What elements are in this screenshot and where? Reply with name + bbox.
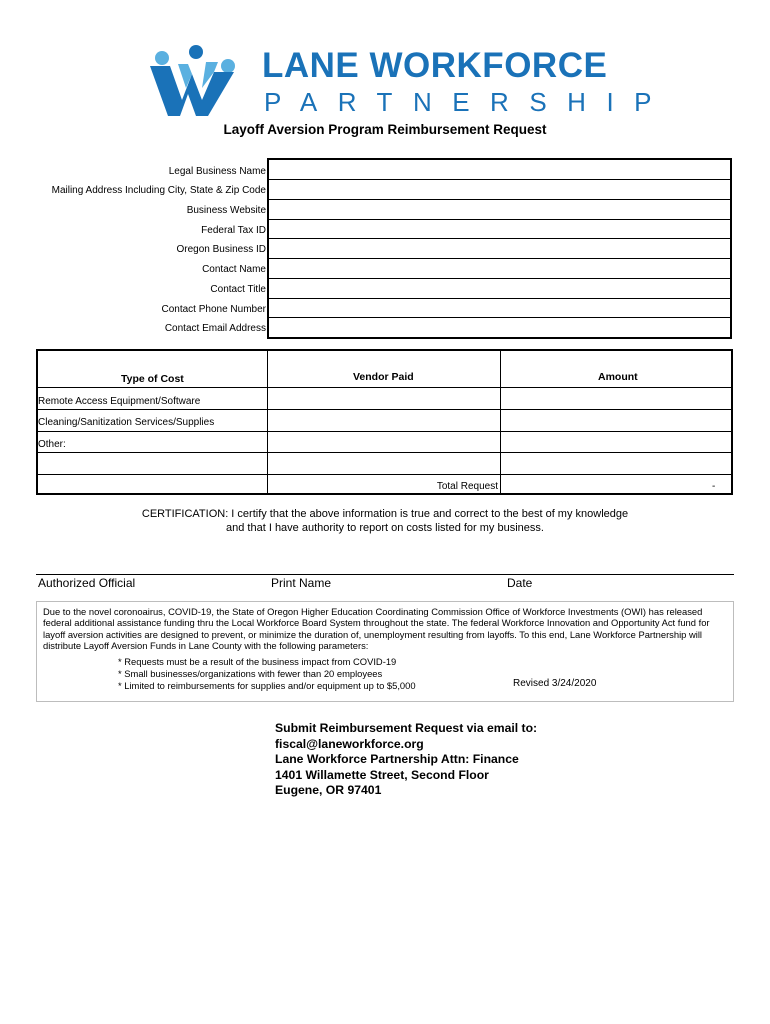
legal-business-name-field[interactable] (272, 164, 727, 178)
contact-phone-field[interactable] (272, 302, 727, 316)
label-contact-email: Contact Email Address (164, 323, 266, 334)
notice-bullet: * Limited to reimbursements for supplies and/or equipment up to $5,000 (118, 680, 416, 691)
field-divider (267, 298, 732, 299)
certification-line-1: CERTIFICATION: I certify that the above information is true and correct to the best of my knowledge (141, 508, 629, 520)
submit-heading: Submit Reimbursement Request via email to: (275, 721, 538, 735)
total-request-label: Total Request (436, 481, 498, 492)
row-type-blank[interactable] (38, 460, 264, 472)
print-name-label: Print Name (271, 576, 332, 590)
row-amount-cleaning[interactable] (505, 417, 729, 429)
oregon-business-id-field[interactable] (272, 242, 727, 256)
submit-instructions (275, 721, 537, 799)
label-business-website: Business Website (186, 205, 266, 216)
row-divider (38, 474, 731, 475)
notice-bullet: * Small businesses/organizations with fewer than 20 employees (118, 668, 383, 679)
date-label: Date (507, 576, 533, 590)
row-divider (38, 431, 731, 432)
logo-subtitle: PARTNERSHIP (264, 87, 673, 117)
logo-title: LANE WORKFORCE (262, 46, 608, 85)
row-amount-other[interactable] (505, 439, 729, 451)
header-vendor-paid: Vendor Paid (353, 371, 414, 383)
row-type-cleaning: Cleaning/Sanitization Services/Supplies (38, 417, 215, 428)
field-divider (267, 199, 732, 200)
revised-date: Revised 3/24/2020 (513, 678, 597, 689)
label-contact-name: Contact Name (202, 264, 266, 275)
label-mailing-address: Mailing Address Including City, State & Zip Code (51, 185, 266, 196)
mailing-address-field[interactable] (272, 183, 727, 197)
authorized-official-label: Authorized Official (38, 576, 136, 590)
label-contact-phone: Contact Phone Number (161, 304, 266, 315)
field-divider (267, 317, 732, 318)
submit-email: fiscal@laneworkforce.org (275, 736, 424, 751)
notice-paragraph: Due to the novel coronoairus, COVID-19, the State of Oregon Higher Education Coordinating Commission Office of Workforce Investments (OWI) has released federal additional assistance funding thru the Local Workforce Board System throughout the state. The federal Workforce Innovation and Opportunity Act fund for layoff aversion activities are designed to prevent, or minimize the duration of, unemployment resulting from layoffs. To this end, Lane Workforce Partnership will distribute Layoff Aversion Funds in Lane County with the following parameters: (43, 606, 710, 652)
label-oregon-business-id: Oregon Business ID (176, 244, 266, 255)
field-divider (267, 219, 732, 220)
label-contact-title: Contact Title (210, 284, 266, 295)
contact-email-field[interactable] (272, 321, 727, 335)
contact-name-field[interactable] (272, 262, 727, 276)
total-request-value: - (712, 481, 716, 492)
field-divider (267, 179, 732, 180)
contact-title-field[interactable] (272, 282, 727, 296)
row-type-other: Other: (38, 439, 66, 450)
row-divider (38, 409, 731, 410)
row-type-remote-access: Remote Access Equipment/Software (38, 396, 201, 407)
field-divider (267, 278, 732, 279)
signature-line (36, 574, 734, 575)
row-vendor-remote-access[interactable] (272, 396, 496, 408)
federal-tax-id-field[interactable] (272, 223, 727, 237)
label-legal-business-name: Legal Business Name (168, 166, 266, 177)
notice-bullet: * Requests must be a result of the business impact from COVID-19 (118, 656, 397, 667)
submit-city: Eugene, OR 97401 (275, 783, 382, 797)
row-vendor-blank[interactable] (272, 460, 496, 472)
submit-street: 1401 Willamette Street, Second Floor (275, 767, 489, 782)
row-vendor-cleaning[interactable] (272, 417, 496, 429)
header-divider (38, 387, 731, 388)
column-divider (500, 351, 501, 493)
field-divider (267, 238, 732, 239)
certification-line-2: and that I have authority to report on costs listed for my business. (226, 522, 544, 534)
row-amount-blank[interactable] (505, 460, 729, 472)
row-divider (38, 452, 731, 453)
header-amount: Amount (598, 371, 638, 383)
business-website-field[interactable] (272, 203, 727, 217)
row-vendor-other[interactable] (272, 439, 496, 451)
column-divider (267, 351, 268, 493)
label-federal-tax-id: Federal Tax ID (201, 225, 266, 236)
field-divider (267, 258, 732, 259)
header-type-of-cost: Type of Cost (121, 373, 184, 385)
row-amount-remote-access[interactable] (505, 396, 729, 408)
form-title: Layoff Aversion Program Reimbursement Request (223, 122, 547, 137)
submit-organization: Lane Workforce Partnership Attn: Finance (275, 752, 519, 766)
